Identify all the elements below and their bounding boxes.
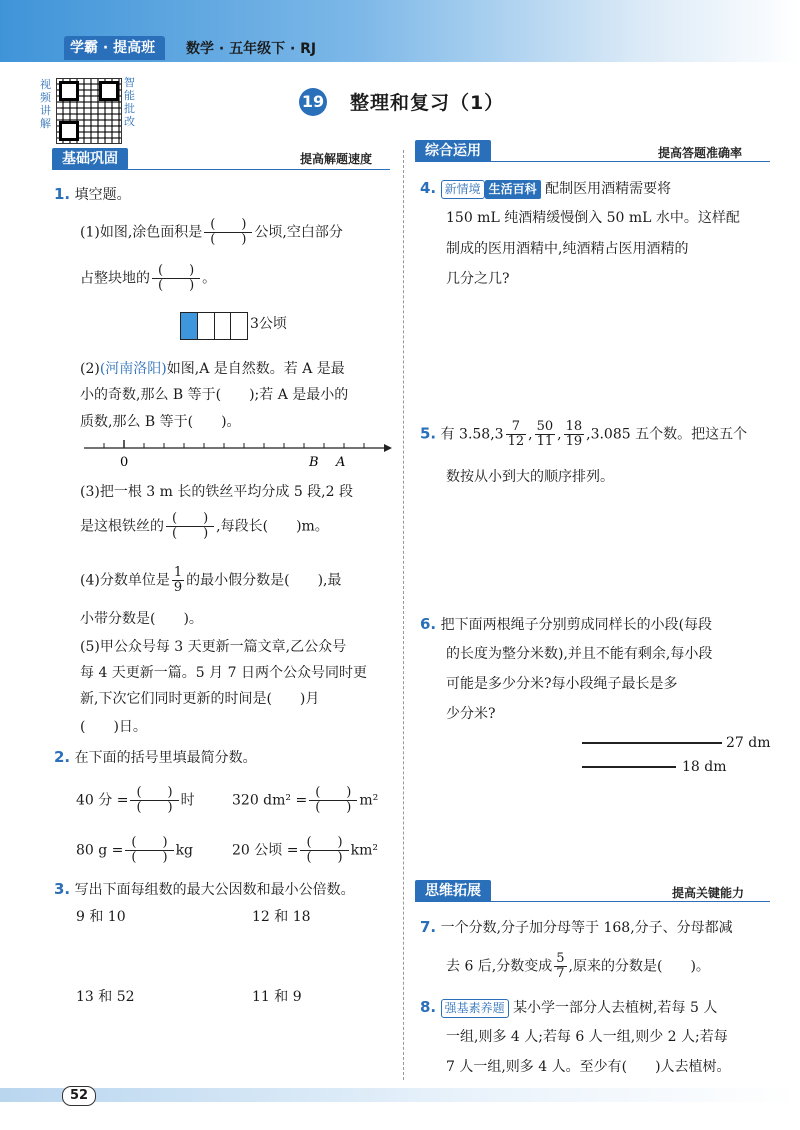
lesson-number-badge: 19 (299, 88, 327, 116)
rope-27dm (582, 742, 722, 744)
q1-part2-line3: 质数,那么 B 等于( )。 (80, 414, 241, 430)
q1-part3-line1: (3)把一根 3 m 长的铁丝平均分成 5 段,2 段 (80, 484, 353, 500)
blank-part (231, 313, 247, 339)
lesson-title: 整理和复习（1） (350, 92, 505, 114)
q2-item-c (76, 836, 193, 865)
section-basic-label: 基础巩固 (52, 148, 128, 170)
q3-pair: 9 和 10 (76, 909, 126, 925)
q1-part4-line1 (80, 566, 342, 595)
land-area-figure (180, 312, 248, 340)
q5-line1: 5. 有 3.58,3 $\frac{7}{12}$ , $\frac{50}{11}$ , $\frac{18}{19}$ ,3.085 五个数。把这五个 (420, 419, 748, 449)
text: km² (350, 842, 378, 859)
text: 如图,A 是自然数。若 A 是最 (166, 361, 345, 377)
q3-pair: 12 和 18 (252, 909, 311, 925)
question-text: 在下面的括号里填最简分数。 (74, 750, 257, 766)
fraction: $\frac{50}{11}$ (536, 419, 554, 449)
fraction: $\frac{1}{9}$ (173, 565, 183, 595)
text: 占整块地的 (80, 270, 150, 287)
q4-line3: 制成的医用酒精中,纯酒精占医用酒精的 (446, 241, 689, 257)
q1-part2-line2: 小的奇数,那么 B 等于( );若 A 是最小的 (80, 387, 349, 403)
question-text: 把下面两根绳子分别剪成同样长的小段(每段 (440, 617, 713, 633)
q1-part4-line2: 小带分数是( )。 (80, 611, 203, 627)
q1-part5-line3: 新,下次它们同时更新的时间是( )月 (80, 691, 320, 707)
question-text: 填空题。 (74, 187, 131, 203)
rope-27dm-label: 27 dm (726, 735, 771, 751)
q1-part5-line4: ( )日。 (80, 719, 147, 735)
blank-part (198, 313, 215, 339)
q1-part3-line2 (80, 512, 329, 541)
footer-band (0, 1088, 800, 1102)
qr-corner (99, 81, 119, 101)
point-a-label: A (336, 455, 346, 470)
blank-part (215, 313, 232, 339)
section-comprehensive-note: 提高答题准确率 (658, 146, 743, 160)
q4-line1 (420, 177, 671, 200)
text: 去 6 后,分数变成 (446, 958, 553, 975)
rope-18dm (582, 766, 676, 768)
fraction: $\frac{5}{7}$ (556, 951, 565, 981)
q8-line3: 7 人一组,则多 4 人。至少有( )人去植树。 (446, 1059, 731, 1075)
text: 80 g = (76, 842, 124, 859)
text: (2) (80, 361, 100, 377)
text: (4)分数单位是 (80, 572, 170, 589)
q1-part5-line2: 每 4 天更新一篇。5 月 7 日两个公众号同时更 (80, 665, 367, 681)
text: ,原来的分数是( )。 (568, 958, 710, 975)
q6-line4: 少分米? (446, 706, 496, 722)
question-3-title (54, 878, 355, 901)
q2-item-a (76, 786, 195, 815)
question-2-title (54, 746, 257, 769)
question-text: 某小学一部分人去植树,若每 5 人 (513, 1000, 718, 1016)
text: kg (175, 842, 194, 859)
page-number: 52 (62, 1086, 96, 1106)
text: ,每段长( )m。 (216, 518, 329, 535)
q7-line1 (420, 916, 733, 939)
q2-item-b (232, 786, 378, 815)
number-line (84, 436, 394, 472)
question-text: 配制医用酒精需要将 (545, 181, 672, 197)
text: (1)如图,涂色面积是 (80, 224, 203, 241)
fraction-blank[interactable]: $\frac{( )}{( )}$ (125, 836, 173, 865)
question-number: 4. (420, 179, 437, 197)
question-number: 6. (420, 615, 437, 633)
q8-line2: 一组,则多 4 人;若每 6 人一组,则少 2 人;若每 (446, 1029, 728, 1045)
zero-label: 0 (120, 455, 129, 470)
qr-corner (59, 121, 79, 141)
fraction-blank[interactable]: $\frac{( )}{( )}$ (300, 836, 348, 865)
fraction: $\frac{7}{12}$ (507, 419, 525, 449)
q4-line2: 150 mL 纯酒精缓慢倒入 50 mL 水中。这样配 (446, 210, 740, 226)
point-b-label: B (309, 455, 319, 470)
column-divider (403, 150, 404, 1080)
text: 时 (180, 792, 195, 809)
arrow-icon (384, 444, 392, 452)
figure-label: 3公顷 (250, 316, 287, 332)
question-number: 1. (54, 185, 71, 203)
q1-part2-line1 (80, 358, 345, 380)
text: 20 公顷 = (232, 842, 299, 859)
question-number: 2. (54, 748, 71, 766)
qr-corner (59, 81, 79, 101)
q1-part1-line1 (80, 218, 343, 247)
region-tag: (河南洛阳) (99, 361, 167, 377)
text: 。 (202, 270, 217, 287)
new-context-tag: 新情境 (441, 180, 485, 199)
q6-line1 (420, 613, 712, 636)
fraction-blank[interactable]: $\frac{( )}{( )}$ (309, 786, 357, 815)
q6-line2: 的长度为整分米数),并且不能有剩余,每小段 (446, 646, 713, 662)
fraction-blank[interactable]: $\frac{( )}{( )}$ (166, 512, 214, 541)
section-thinking-label: 思维拓展 (415, 880, 491, 902)
question-number: 5. (420, 424, 437, 443)
q5-line2: 数按从小到大的顺序排列。 (446, 469, 614, 485)
q3-pair: 13 和 52 (76, 989, 135, 1005)
rope-18dm-label: 18 dm (682, 759, 727, 775)
text: ,3.085 五个数。把这五个 (586, 426, 748, 443)
qr-caption-left: 视频讲解 (40, 78, 51, 130)
section-comprehensive-line (415, 161, 770, 162)
question-number: 8. (420, 998, 437, 1016)
fraction: $\frac{18}{19}$ (565, 419, 583, 449)
q6-line3: 可能是多少分米?每小段绳子最长是多 (446, 676, 678, 692)
book-label: 数学 · 五年级下 · RJ (186, 41, 317, 57)
section-basic-note: 提高解题速度 (300, 152, 373, 166)
section-thinking-line (415, 901, 770, 902)
text: 有 3.58,3 (440, 426, 504, 443)
question-number: 3. (54, 880, 71, 898)
life-encyclopedia-tag: 生活百科 (485, 180, 541, 199)
q4-line4: 几分之几? (446, 271, 510, 287)
section-basic-line (52, 169, 390, 170)
question-number: 7. (420, 918, 437, 936)
text: 的最小假分数是( ),最 (186, 572, 342, 589)
text: 40 分 = (76, 792, 129, 809)
q1-part5-line1: (5)甲公众号每 3 天更新一篇文章,乙公众号 (80, 639, 347, 655)
section-comprehensive-label: 综合运用 (415, 140, 491, 162)
question-text: 写出下面每组数的最大公因数和最小公倍数。 (74, 882, 355, 898)
fraction-blank[interactable]: $\frac{( )}{( )}$ (204, 218, 252, 247)
q8-line1 (420, 996, 717, 1019)
ticks (104, 443, 364, 448)
fraction-blank[interactable]: $\frac{( )}{( )}$ (130, 786, 178, 815)
q2-item-d (232, 836, 378, 865)
q7-line2 (446, 952, 710, 981)
brand-label: 学霸 · 提高班 (64, 36, 165, 60)
text: 320 dm² = (232, 792, 308, 809)
qr-caption-right: 智能批改 (124, 76, 135, 128)
strong-foundation-tag: 强基素养题 (441, 999, 509, 1018)
qr-code-icon[interactable] (56, 78, 122, 144)
q1-part1-line2 (80, 264, 216, 293)
q3-pair: 11 和 9 (252, 989, 302, 1005)
text: 公顷,空白部分 (254, 224, 343, 241)
shaded-part (181, 313, 198, 339)
question-1-title (54, 183, 131, 206)
text: m² (359, 792, 379, 809)
text: 是这根铁丝的 (80, 518, 164, 535)
question-text: 一个分数,分子加分母等于 168,分子、分母都减 (440, 920, 733, 936)
section-thinking-note: 提高关键能力 (672, 886, 745, 900)
fraction-blank[interactable]: $\frac{( )}{( )}$ (152, 264, 200, 293)
